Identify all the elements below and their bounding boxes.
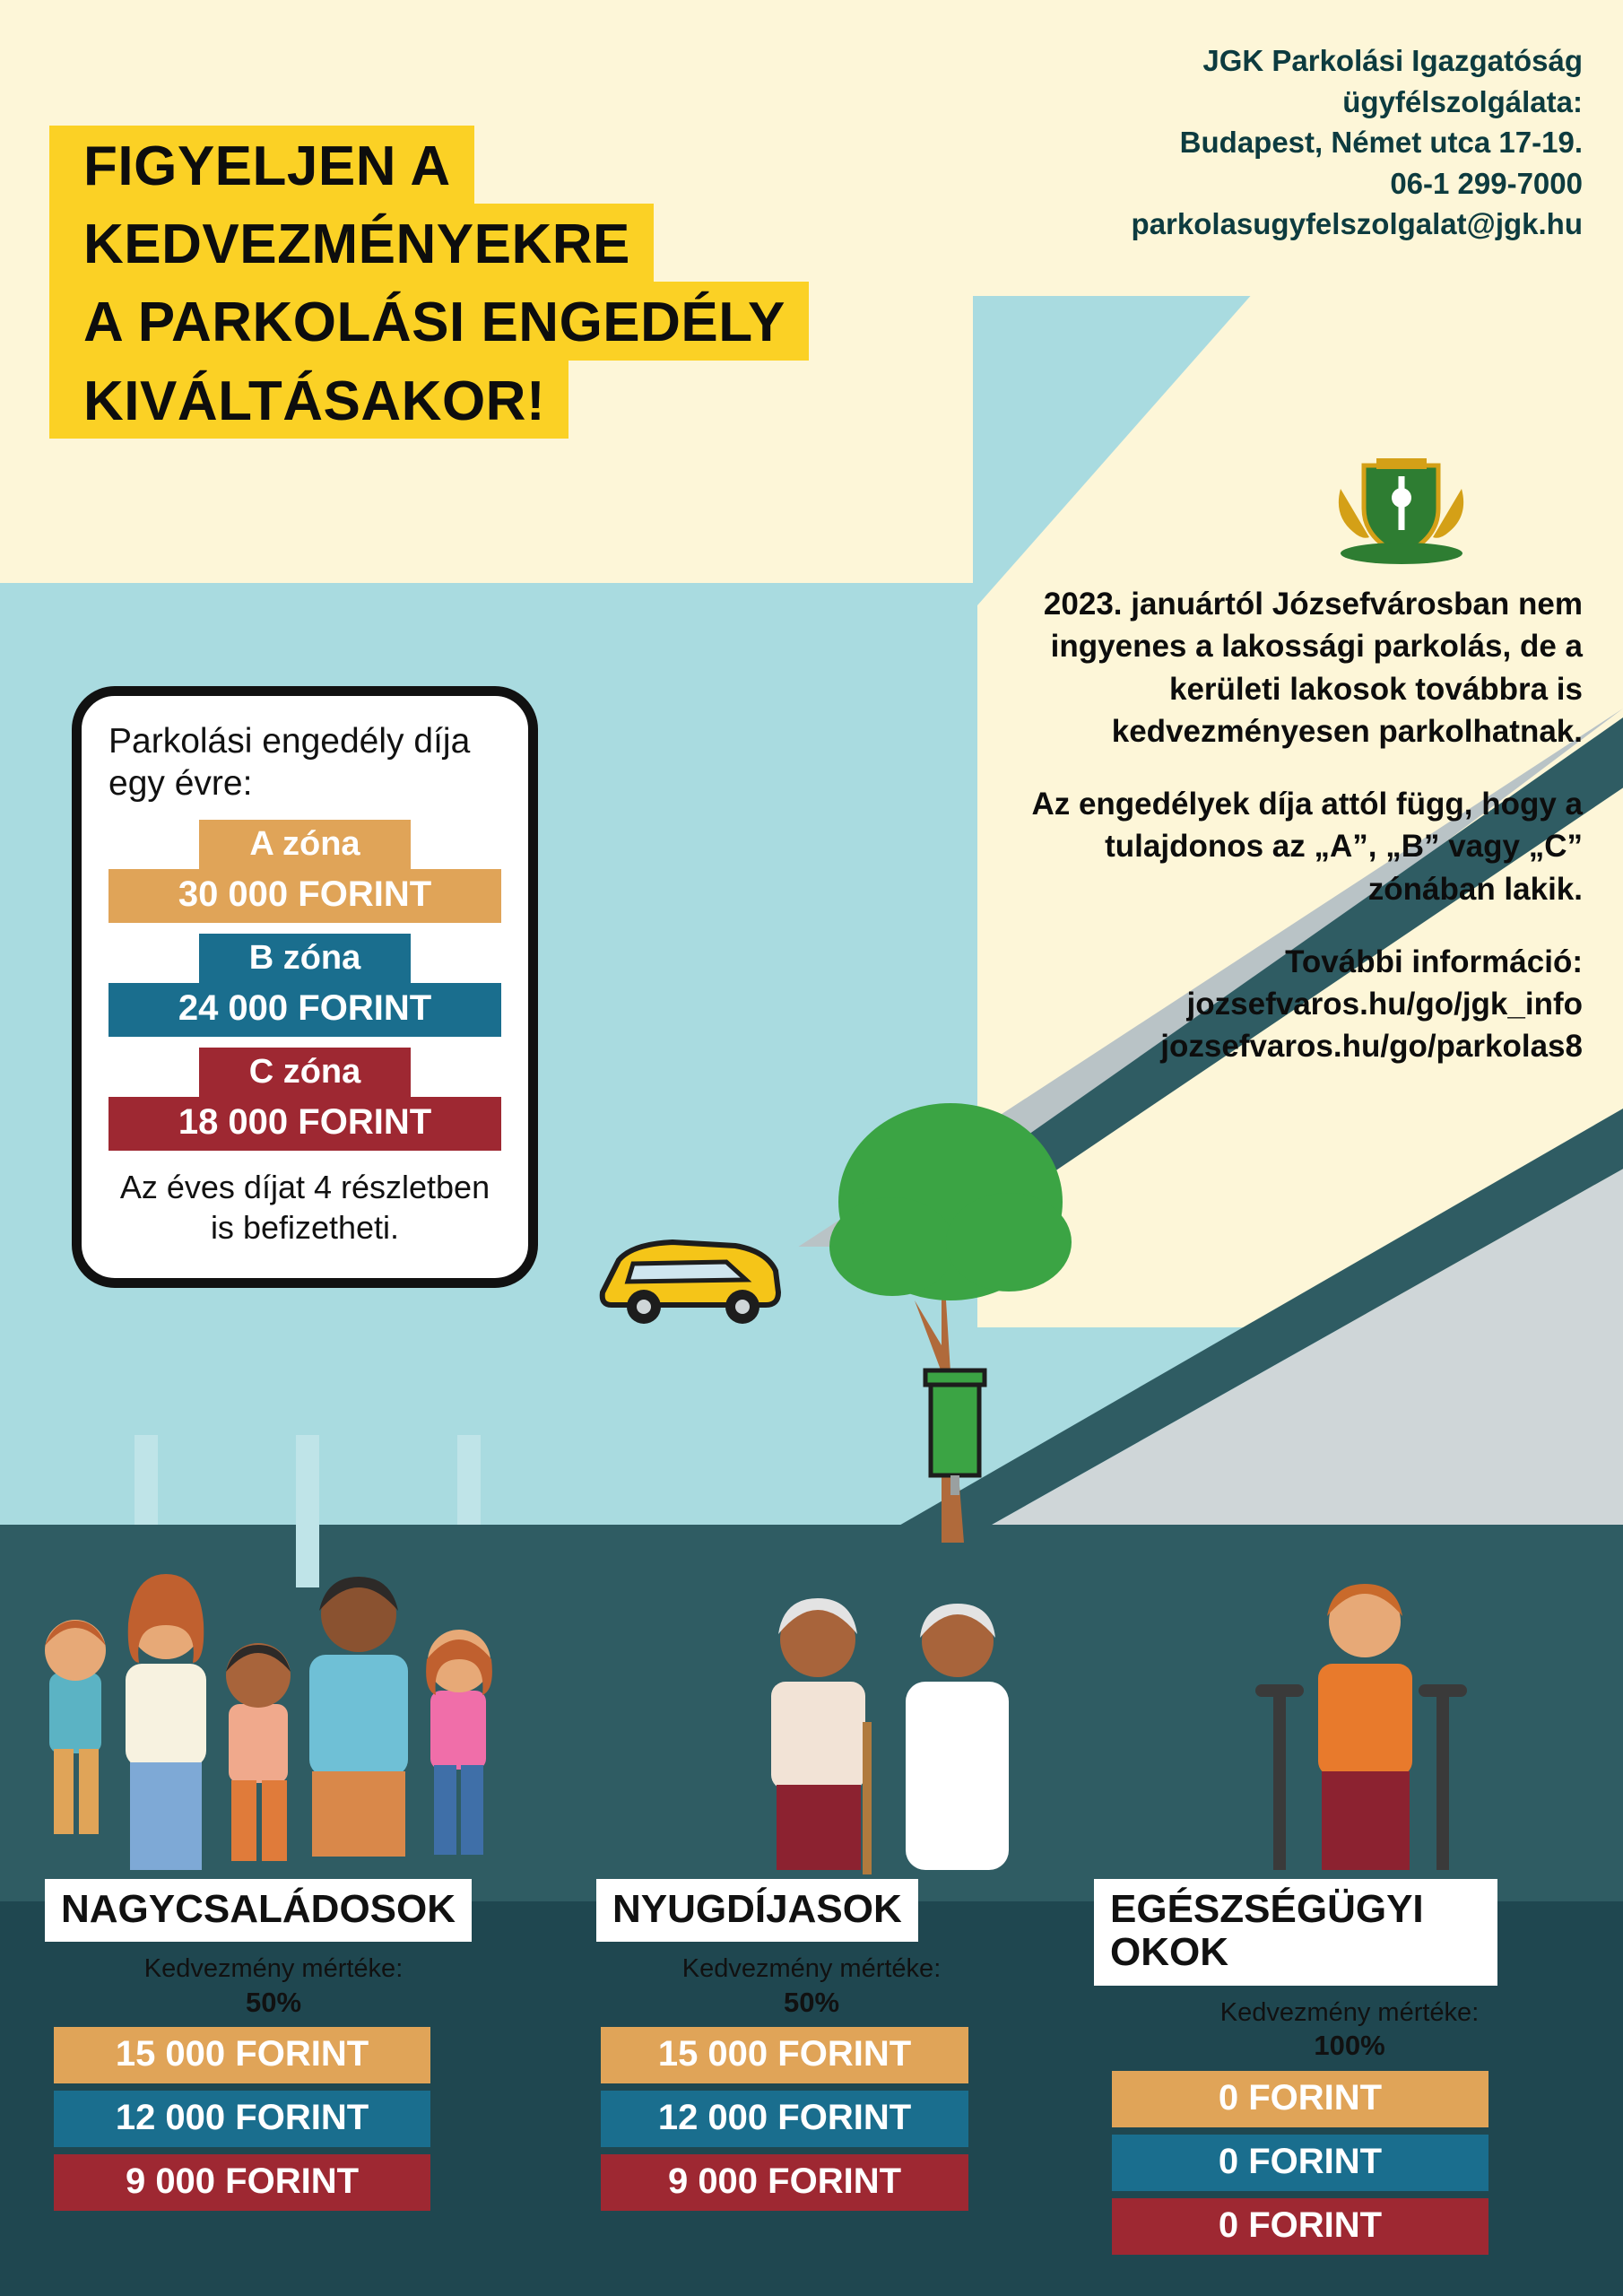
info-paragraph-2: Az engedélyek díja attól függ, hogy a tulajdonos az „A”, „B” vagy „C” zónában lakik. [1031, 787, 1583, 907]
card-discount-health-reasons [1094, 1996, 1605, 2064]
discount-label: Kedvezmény mértéke: [681, 1954, 942, 1984]
zone-row-a [108, 820, 501, 923]
amount-zone-b: 12 000 FORINT [601, 2091, 968, 2147]
card-title-large-families: NAGYCSALÁDOSOK [45, 1879, 472, 1942]
contact-block [865, 40, 1583, 245]
amount-zone-c: 0 FORINT [1112, 2198, 1488, 2255]
discount-label: Kedvezmény mértéke: [1219, 1997, 1480, 2027]
amount-zone-a: 15 000 FORINT [54, 2027, 430, 2083]
contact-line-1: JGK Parkolási Igazgatóság [1202, 44, 1583, 77]
discount-cards [0, 1879, 1623, 2296]
people-illustrations [0, 1480, 1623, 1892]
amount-zone-c: 9 000 FORINT [54, 2154, 430, 2211]
card-health-reasons [1094, 1879, 1605, 2296]
price-sign [72, 686, 538, 1288]
health-reasons-illustration [1255, 1584, 1467, 1870]
trash-bin-illustration [915, 1354, 995, 1498]
zone-c-price: 18 000 FORINT [108, 1097, 501, 1151]
title-line-1: FIGYELJEN A [49, 126, 474, 204]
amount-zone-b: 12 000 FORINT [54, 2091, 430, 2147]
info-paragraph-1: 2023. januártól Józsefvárosban nem ingyenes a lakossági parkolás, de a kerületi lakosok továbbra is kedvezményesen parkolhatnak. [1043, 587, 1583, 749]
discount-value: 50% [245, 1986, 302, 2018]
title-line-2: KEDVEZMÉNYEKRE [49, 204, 654, 282]
title-line-4: KIVÁLTÁSAKOR! [49, 361, 568, 439]
car-illustration [592, 1215, 789, 1341]
contact-address: Budapest, Német utca 17-19. [1179, 126, 1583, 160]
discount-value: 100% [1314, 2030, 1385, 2062]
zone-a-name: A zóna [199, 820, 411, 870]
family-illustration [45, 1574, 492, 1870]
card-large-families [18, 1879, 529, 2296]
pensioners-illustration [771, 1598, 1009, 1874]
card-title-pensioners: NYUGDÍJASOK [596, 1879, 918, 1942]
coat-of-arms-icon [1323, 453, 1480, 570]
info-text-block [1009, 583, 1583, 1068]
card-pensioners [560, 1879, 1063, 2296]
info-link-1[interactable]: jozsefvaros.hu/go/jgk_info [1186, 987, 1583, 1022]
contact-line-2: ügyfélszolgálata: [1342, 84, 1583, 118]
discount-value: 50% [783, 1986, 840, 2018]
info-link-2[interactable]: jozsefvaros.hu/go/parkolas8 [1160, 1029, 1583, 1065]
zone-a-price: 30 000 FORINT [108, 869, 501, 923]
amount-zone-b: 0 FORINT [1112, 2135, 1488, 2191]
zone-row-b [108, 934, 501, 1037]
zone-b-price: 24 000 FORINT [108, 983, 501, 1037]
info-more-label: További információ: [1285, 944, 1583, 979]
info-links-block [1009, 941, 1583, 1068]
card-discount-large-families [18, 1952, 529, 2020]
card-discount-pensioners [560, 1952, 1063, 2020]
zone-b-name: B zóna [199, 934, 411, 984]
zone-c-name: C zóna [199, 1048, 411, 1098]
amount-zone-a: 0 FORINT [1112, 2071, 1488, 2127]
sign-title: Parkolási engedély díja egy évre: [108, 722, 471, 803]
amount-zone-a: 15 000 FORINT [601, 2027, 968, 2083]
discount-label: Kedvezmény mértéke: [143, 1954, 404, 1984]
title-line-3: A PARKOLÁSI ENGEDÉLY [49, 282, 809, 360]
zone-row-c [108, 1048, 501, 1151]
contact-phone: 06-1 299-7000 [1390, 166, 1583, 200]
sign-note: Az éves díjat 4 részletben is befizetheti. [119, 1168, 490, 1246]
amount-zone-c: 9 000 FORINT [601, 2154, 968, 2211]
contact-email: parkolasugyfelszolgalat@jgk.hu [1131, 207, 1583, 241]
card-title-health-reasons: EGÉSZSÉGÜGYI OKOK [1094, 1879, 1497, 1986]
